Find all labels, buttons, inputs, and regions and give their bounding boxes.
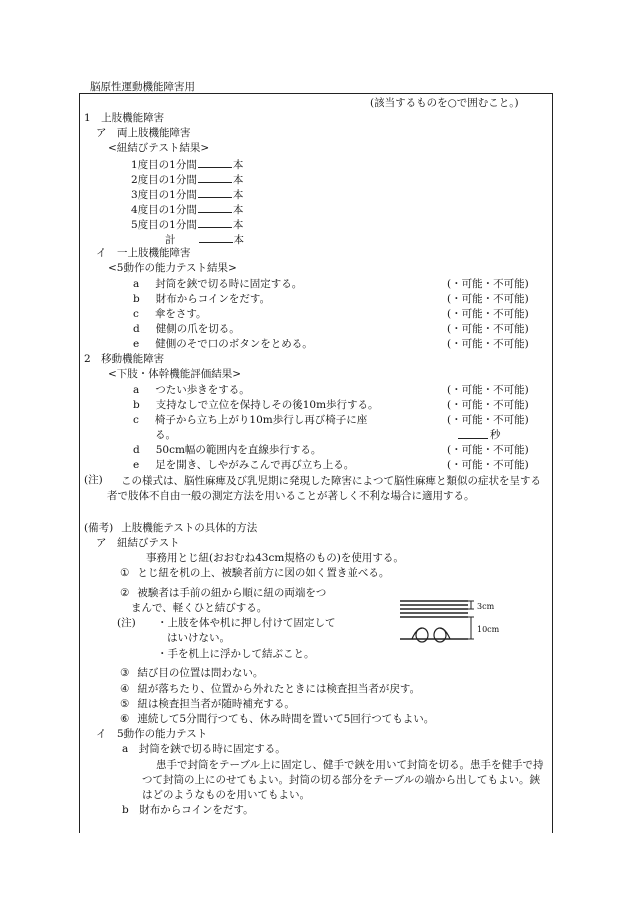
caution-label: (注)	[117, 617, 136, 629]
tie-row: 4度目の1分間 本	[131, 204, 244, 216]
task-item: d 健側の爪を切る。	[133, 323, 240, 335]
tie-row: 5度目の1分間 本	[131, 219, 244, 231]
remarks-ib-heading: b 財布からコインをだす。	[122, 804, 254, 816]
remarks-a-heading: ア 紐結びテスト	[96, 537, 180, 549]
ability-choice: (・可能・不可能)	[447, 338, 529, 350]
dimension-marks	[468, 601, 474, 639]
dimension-label: 10cm	[477, 625, 500, 634]
remarks-ia-body: 患手で封筒をテーブル上に固定し、健手で鋏を用いて封筒を切る。患手を健手で持つて封筒の上にのせてもよい。封筒の切る部分をテーブルの端から出してもよい。鋏はどのようなものを用いてもよい。	[142, 759, 544, 801]
ability-choice: (・可能・不可能)	[447, 414, 529, 426]
task-item: c 傘をさす。	[133, 308, 207, 320]
section2-heading: 2 移動機能障害	[84, 353, 165, 365]
section1-heading: 1 上肢機能障害	[84, 112, 165, 124]
task-item: b 財布からコインをだす。	[133, 293, 271, 305]
ability-choice: (・可能・不可能)	[447, 293, 529, 305]
s1-i-heading: イ 一上肢機能障害	[96, 247, 191, 259]
ability-choice: (・可能・不可能)	[447, 323, 529, 335]
caution-item: ・上肢を体や机に押し付けて固定して	[157, 617, 336, 629]
ability-choice: (・可能・不可能)	[447, 444, 529, 456]
tie-total-row: 計 本	[165, 234, 244, 246]
tie-row: 1度目の1分間 本	[131, 159, 244, 171]
remarks-ia-heading: a 封筒を鋏で切る時に固定する。	[122, 743, 286, 755]
task-item: d 50cm幅の範囲内を直線歩行する。	[133, 444, 322, 456]
task-item: c 椅子から立ち上がり10m歩行し再び椅子に座	[133, 414, 368, 426]
remarks-a-intro: 事務用とじ紐(おおむね43cm規格のもの)を使用する。	[146, 552, 404, 564]
step-item-continued: まんで、軽くひと結びする。	[131, 602, 268, 614]
remarks-i-heading: イ 5動作の能力テスト	[96, 728, 208, 740]
ability-choice: (・可能・不可能)	[447, 459, 529, 471]
task-item: a 封筒を鋏で切る時に固定する。	[133, 278, 303, 290]
ability-choice: (・可能・不可能)	[447, 399, 529, 411]
note-text: この様式は、脳性麻痺及び乳児期に発現した障害によつて脳性麻痺と類似の症状を呈する者で肢体不自由一般の測定方法を用いることが著しく不利な場合に適用する。	[107, 475, 541, 502]
s1-a-heading: ア 両上肢機能障害	[96, 127, 191, 139]
caution-item: はいけない。	[167, 632, 230, 644]
hands-drawing	[412, 628, 450, 642]
task-item-continued: る。	[155, 429, 176, 441]
note-label: (注)	[84, 474, 103, 486]
seconds-field: 秒	[458, 429, 501, 442]
step-item: ② 被験者は手前の紐から順に紐の両端をつ	[120, 587, 327, 599]
ability-choice: (・可能・不可能)	[447, 278, 529, 290]
tie-test-heading: <紐結びテスト結果>	[108, 142, 210, 154]
five-action-heading: <5動作の能力テスト結果>	[108, 262, 237, 274]
document-title: 脳原性運動機能障害用	[90, 81, 195, 93]
step-item: ④ 紐が落ちたり、位置から外れたときには検査担当者が戻す。	[120, 683, 421, 695]
task-item: a つたい歩きをする。	[133, 384, 250, 396]
step-item: ① とじ紐を机の上、被験者前方に図の如く置き並べる。	[120, 567, 390, 579]
ability-choice: (・可能・不可能)	[447, 308, 529, 320]
step-item: ③ 結び目の位置は問わない。	[120, 667, 264, 679]
caution-item: ・手を机上に浮かして結ぶこと。	[157, 648, 315, 660]
task-item: b 支持なしで立位を保持しその後10m歩行する。	[133, 399, 379, 411]
tie-row: 2度目の1分間 本	[131, 174, 244, 186]
lower-limb-heading: <下肢・体幹機能評価結果>	[108, 368, 242, 380]
instruction-text: (該当するものを○で囲むこと。)	[370, 97, 519, 109]
tie-row: 3度目の1分間 本	[131, 189, 244, 201]
ability-choice: (・可能・不可能)	[447, 384, 529, 396]
string-layout-figure	[398, 595, 528, 655]
remarks-label: (備考) 上肢機能テストの具体的方法	[84, 522, 258, 534]
step-item: ⑥ 連続して5分間行つても、休み時間を置いて5回行つてもよい。	[120, 713, 435, 725]
task-item: e 健側のそで口のボタンをとめる。	[133, 338, 313, 350]
dimension-label: 3cm	[477, 602, 495, 611]
step-item: ⑤ 紐は検査担当者が随時補充する。	[120, 698, 295, 710]
task-item: e 足を開き、しやがみこんで再び立ち上る。	[133, 459, 355, 471]
